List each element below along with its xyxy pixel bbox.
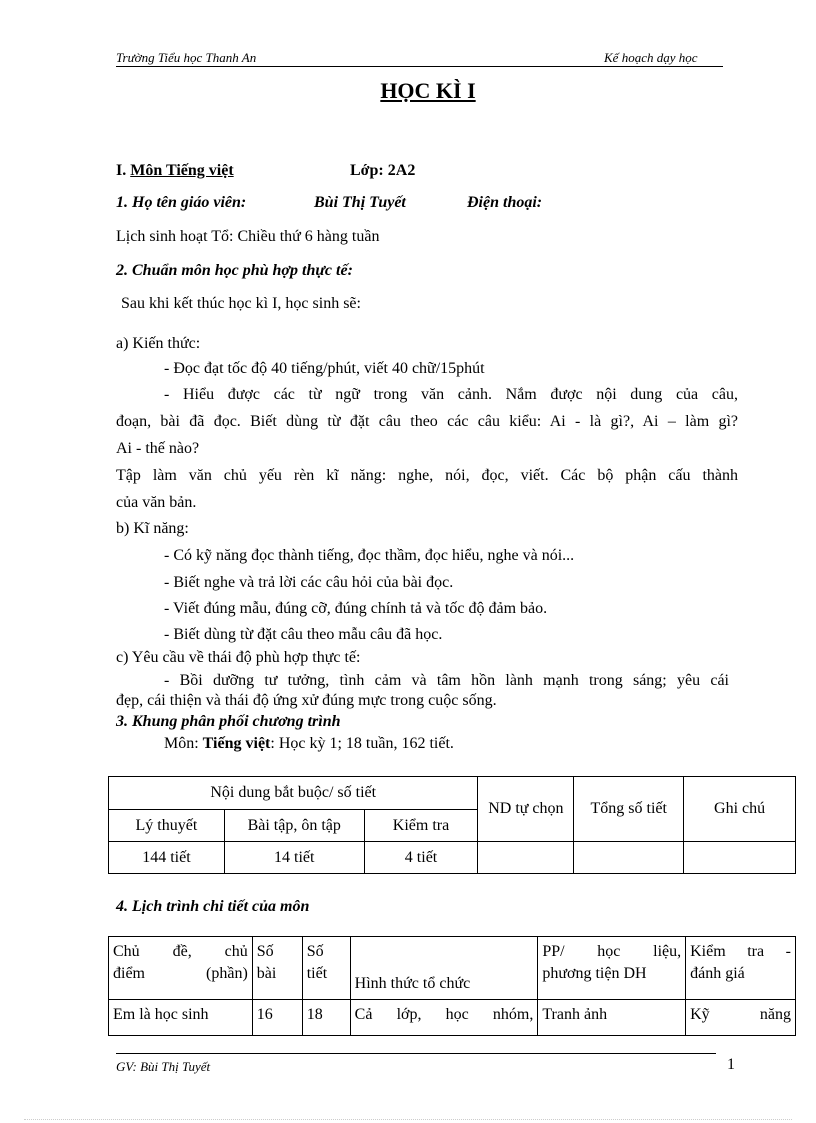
page-edge [24, 1119, 792, 1120]
footer-rule [116, 1053, 716, 1054]
framework-table [108, 776, 796, 874]
subject-label: Môn Tiếng việt [130, 162, 234, 179]
schedule-table [108, 936, 796, 1036]
total-value [574, 842, 684, 874]
meeting-schedule: Lịch sinh hoạt Tổ: Chiều thứ 6 hàng tuần [116, 228, 380, 245]
attitude-item-cont: đẹp, cái thiện và thái độ ứng xử đúng mực trong cuộc sống. [116, 692, 497, 709]
framework-subject: Tiếng việt [202, 735, 271, 752]
knowledge-item: - Đọc đạt tốc độ 40 tiếng/phút, viết 40 chữ/15phút [164, 360, 485, 377]
skills-heading: b) Kĩ năng: [116, 520, 189, 537]
header-rule [116, 66, 723, 67]
page-number: 1 [727, 1056, 735, 1073]
attitude-item: - Bồi dưỡng tư tưởng, tình cảm và tâm hồn lành mạnh trong sáng; yêu cái [164, 672, 729, 689]
form-header: Hình thức tổ chức [350, 937, 538, 1000]
teacher-name: Bùi Thị Tuyết [314, 194, 406, 211]
elective-header: ND tự chọn [478, 777, 574, 842]
exercise-header: Bài tập, ôn tập [224, 810, 364, 842]
topic-header [109, 937, 253, 1000]
theory-value: 144 tiết [109, 842, 225, 874]
elective-value [478, 842, 574, 874]
row-topic: Em là học sinh [109, 1000, 253, 1036]
periods-header-l1: Số [306, 943, 324, 960]
assessment-header [686, 937, 796, 1000]
skills-item: - Có kỹ năng đọc thành tiếng, đọc thầm, đọc hiểu, nghe và nói... [164, 547, 575, 564]
phone-label: Điện thoại: [467, 194, 543, 211]
framework-info: : Học kỳ 1; 18 tuần, 162 tiết. [270, 735, 454, 752]
materials-header-l1: PP/ học liệu, [542, 943, 682, 960]
theory-header: Lý thuyết [109, 810, 225, 842]
section-prefix: I. [116, 162, 127, 179]
class-label: Lớp: 2A2 [350, 162, 416, 179]
standard-heading: 2. Chuẩn môn học phù hợp thực tế: [116, 262, 353, 279]
lessons-header [252, 937, 302, 1000]
attitude-heading: c) Yêu cầu về thái độ phù hợp thực tế: [116, 649, 361, 666]
row-assessment: Kỹ năng [686, 1000, 796, 1036]
test-value: 4 tiết [364, 842, 478, 874]
page-title: HỌC KÌ I [380, 78, 476, 103]
mandatory-header: Nội dung bắt buộc/ số tiết [109, 777, 478, 810]
framework-heading: 3. Khung phân phối chương trình [116, 713, 341, 730]
writing-text: Tập làm văn chủ yếu rèn kĩ năng: nghe, nói, đọc, viết. Các bộ phận cấu thành [116, 467, 738, 484]
skills-item: - Biết nghe và trả lời các câu hỏi của bài đọc. [164, 574, 454, 591]
note-header: Ghi chú [684, 777, 796, 842]
table-row [109, 1000, 796, 1036]
schedule-heading: 4. Lịch trình chi tiết của môn [116, 898, 310, 915]
footer-teacher: GV: Bùi Thị Tuyết [116, 1059, 211, 1074]
knowledge-item: - Hiểu được các từ ngữ trong văn cảnh. Nắm được nội dung của câu, [164, 386, 738, 403]
row-materials: Tranh ảnh [538, 1000, 686, 1036]
exercise-value: 14 tiết [224, 842, 364, 874]
knowledge-heading: a) Kiến thức: [116, 335, 201, 352]
framework-detail [164, 735, 454, 753]
assessment-header-l1: Kiểm tra - [690, 943, 791, 960]
assessment-header-l2: đánh giá [690, 965, 745, 982]
topic-header-l1: Chủ đề, chủ [113, 943, 248, 960]
writing-text-cont: của văn bản. [116, 494, 197, 511]
periods-header-l2: tiết [306, 965, 328, 982]
section-heading [116, 162, 234, 180]
note-value [684, 842, 796, 874]
periods-header [302, 937, 350, 1000]
skills-item: - Biết dùng từ đặt câu theo mẫu câu đã học. [164, 626, 443, 643]
header-school: Trường Tiểu học Thanh An [116, 50, 257, 65]
topic-header-l2: điểm (phần) [113, 965, 248, 982]
skills-item: - Viết đúng mẫu, đúng cỡ, đúng chính tả và tốc độ đảm bảo. [164, 600, 548, 617]
materials-header-l2: phương tiện DH [542, 965, 647, 982]
total-header: Tổng số tiết [574, 777, 684, 842]
row-form: Cả lớp, học nhóm, [350, 1000, 538, 1036]
knowledge-item-cont: đoạn, bài đã đọc. Biết dùng từ đặt câu theo các câu kiểu: Ai - là gì?, Ai – làm gì? [116, 413, 738, 430]
test-header: Kiểm tra [364, 810, 478, 842]
lessons-header-l1: Số [256, 943, 274, 960]
lessons-header-l2: bài [256, 965, 277, 982]
intro-text: Sau khi kết thúc học kì I, học sinh sẽ: [121, 295, 361, 312]
knowledge-item-cont: Ai - thế nào? [116, 440, 200, 457]
row-lessons: 16 [252, 1000, 302, 1036]
header-doc-type: Kế hoạch dạy học [604, 50, 698, 65]
teacher-label: 1. Họ tên giáo viên: [116, 194, 247, 211]
materials-header [538, 937, 686, 1000]
row-periods: 18 [302, 1000, 350, 1036]
framework-mon-label: Môn: [164, 735, 199, 752]
